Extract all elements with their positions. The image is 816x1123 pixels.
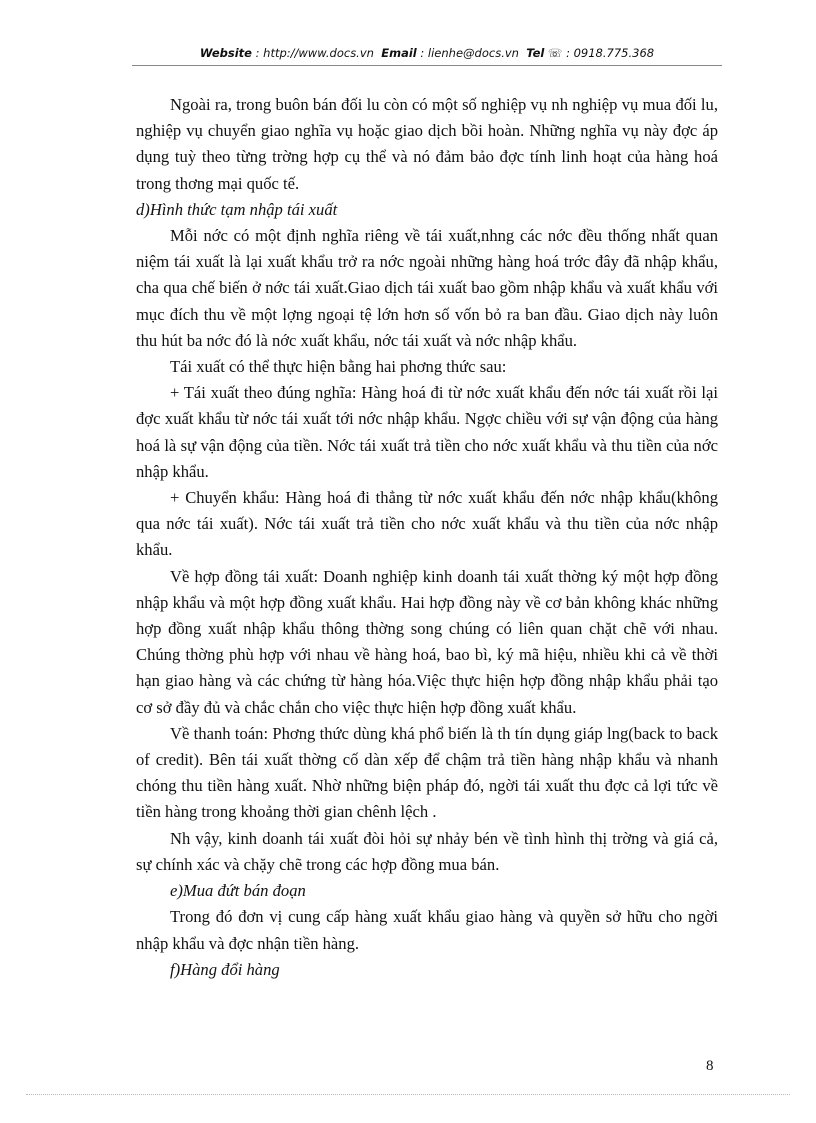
paragraph: Mỗi nớc có một định nghĩa riêng về tái xuất,nhng các nớc đều thống nhất quan niệm tái xuất là lại xuất khẩu trở ra nớc ngoài những hàng hoá trớc đây đã nhập khẩu, cha qua chế biến ở nớc tái xuất.Giao dịch tái xuất bao gồm nhập khẩu và xuất khẩu với mục đích thu về một lợng ngoại tệ lớn hơn số vốn bỏ ra ban đầu. Giao dịch này luôn thu hút ba nớc đó là nớc xuất khẩu, nớc tái xuất và nớc nhập khẩu.: [136, 226, 718, 350]
paragraph: Trong đó đơn vị cung cấp hàng xuất khẩu giao hàng và quyền sở hữu cho ngời nhập khẩu và đợc nhận tiền hàng.: [136, 907, 718, 953]
section-heading-e: e)Mua đứt bán đoạn: [170, 881, 306, 901]
header-divider: [132, 65, 722, 66]
tel-label: Tel: [526, 46, 545, 60]
page-header: [132, 46, 722, 60]
paragraph: Về thanh toán: Phơng thức dùng khá phổ biến là th tín dụng giáp lng(back to back of credit). Bên tái xuất thờng cố dàn xếp để chậm trả tiền hàng nhập khẩu và nhanh chóng thu tiền hàng xuất. Nhờ những biện pháp đó, ngời tái xuất thu đợc cả lợi tức về tiền hàng trong khoảng thời gian chênh lệch .: [136, 723, 718, 822]
paragraph: Về hợp đồng tái xuất: Doanh nghiệp kinh doanh tái xuất thờng ký một hợp đồng nhập khẩu và một hợp đồng xuất khẩu. Hai hợp đồng này về cơ bản không khác những hợp đồng xuất nhập khẩu thông thờng song chúng có liên quan chặt chẽ với nhau. Chúng thờng phù hợp với nhau về hàng hoá, bao bì, ký mã hiệu, nhiều khi cả về thời hạn giao hàng và các chứng từ hàng hóa.Việc thực hiện hợp đồng nhập khẩu phải tạo cơ sở đầy đủ và chắc chắn cho việc thực hiện hợp đồng xuất khẩu.: [136, 566, 718, 717]
paragraph: + Tái xuất theo đúng nghĩa: Hàng hoá đi từ nớc xuất khẩu đến nớc tái xuất rồi lại đợc xuất khẩu từ nớc tái xuất tới nớc nhập khẩu. Ngợc chiều với sự vận động của hàng hoá là sự vận động của tiền. Nớc tái xuất trả tiền cho nớc xuất khẩu và thu tiền của nớc nhập khẩu.: [136, 383, 718, 481]
tel-value: : 0918.775.368: [566, 46, 655, 60]
paragraph: Ngoài ra, trong buôn bán đối lu còn có một số nghiệp vụ nh nghiệp vụ mua đối lu, nghiệp vụ chuyển giao nghĩa vụ hoặc giao dịch bồi hoàn. Những nghĩa vụ này đợc áp dụng tuỳ theo từng trờng hợp cụ thể và nó đảm bảo đợc tính linh hoạt của hàng hoá trong thơng mại quốc tế.: [136, 95, 718, 193]
section-heading-f: f)Hàng đổi hàng: [170, 959, 280, 979]
email-label: Email: [381, 46, 417, 60]
document-body: [136, 92, 718, 983]
paragraph: Tái xuất có thể thực hiện bằng hai phơng thức sau:: [170, 357, 507, 377]
paragraph: + Chuyển khẩu: Hàng hoá đi thẳng từ nớc xuất khẩu đến nớc nhập khẩu(không qua nớc tái xuất). Nớc tái xuất trả tiền cho nớc xuất khẩu và thu tiền của nớc nhập khẩu.: [136, 488, 718, 560]
website-value: : http://www.docs.vn: [255, 46, 374, 60]
website-label: Website: [199, 46, 252, 60]
paragraph: Nh vậy, kinh doanh tái xuất đòi hỏi sự nhảy bén về tình hình thị trờng và giá cả, sự chính xác và chặy chẽ trong các hợp đồng mua bán.: [136, 828, 718, 874]
email-value: : lienhe@docs.vn: [420, 46, 519, 60]
phone-icon: ☏: [548, 46, 563, 60]
footer-divider: [26, 1094, 790, 1095]
section-heading-d: d)Hình thức tạm nhập tái xuất: [136, 199, 338, 219]
page-number: 8: [706, 1058, 714, 1074]
